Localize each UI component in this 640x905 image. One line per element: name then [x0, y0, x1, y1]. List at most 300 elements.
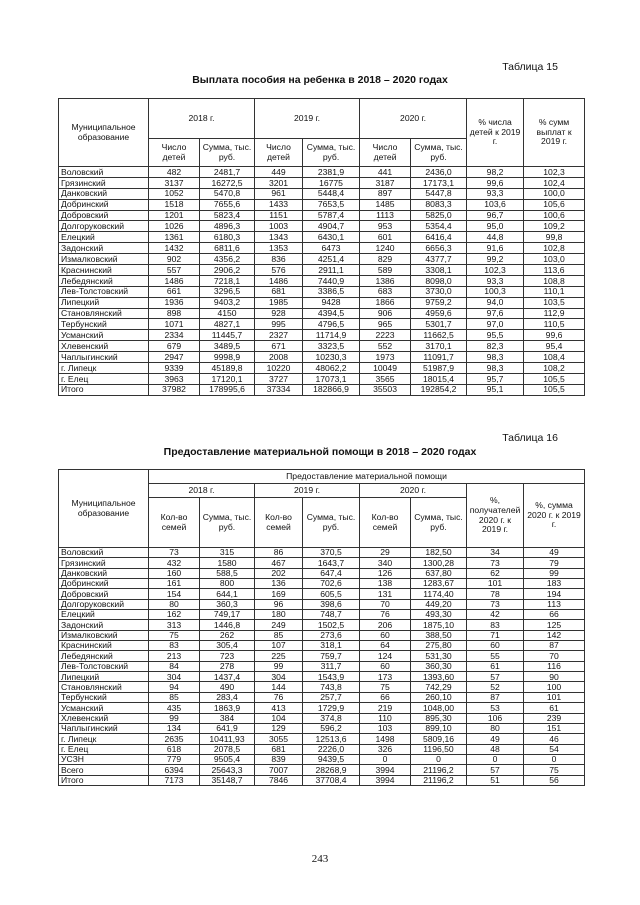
value-cell: 99,6 — [467, 177, 524, 188]
value-cell: 1113 — [360, 210, 411, 221]
value-cell: 839 — [255, 754, 303, 764]
value-cell: 3201 — [255, 177, 303, 188]
value-cell: 64 — [360, 641, 411, 651]
value-cell: 106 — [467, 713, 524, 723]
table-row — [59, 723, 585, 733]
value-cell: 182866,9 — [303, 384, 360, 395]
value-cell: 1003 — [255, 221, 303, 232]
municipality-cell: Итого — [59, 384, 149, 395]
value-cell: 275,80 — [411, 641, 467, 651]
value-cell: 160 — [149, 568, 200, 578]
value-cell: 7846 — [255, 775, 303, 785]
value-cell: 5447,8 — [411, 188, 467, 199]
pct-sum-header: %, сумма 2020 г. к 2019 г. — [524, 484, 585, 548]
value-cell: 90 — [524, 672, 585, 682]
value-cell: 4377,7 — [411, 254, 467, 265]
value-cell: 0 — [524, 754, 585, 764]
value-cell: 48 — [467, 744, 524, 754]
value-cell: 98,2 — [467, 167, 524, 178]
value-cell: 180 — [255, 610, 303, 620]
value-cell: 5823,4 — [200, 210, 255, 221]
value-cell: 7440,9 — [303, 275, 360, 286]
value-cell: 102,3 — [524, 167, 585, 178]
value-cell: 105,5 — [524, 373, 585, 384]
families-header: Кол-во семей — [149, 498, 200, 548]
value-cell: 17173,1 — [411, 177, 467, 188]
value-cell: 5301,7 — [411, 319, 467, 330]
municipality-cell: Грязинский — [59, 177, 149, 188]
table-row — [59, 319, 585, 330]
value-cell: 35148,7 — [200, 775, 255, 785]
value-cell: 1361 — [149, 232, 200, 243]
value-cell: 1353 — [255, 243, 303, 254]
value-cell: 531,30 — [411, 651, 467, 661]
value-cell: 101 — [467, 579, 524, 589]
value-cell: 384 — [200, 713, 255, 723]
municipality-cell: Итого — [59, 775, 149, 785]
value-cell: 679 — [149, 341, 200, 352]
value-cell: 94 — [149, 682, 200, 692]
value-cell: 388,50 — [411, 630, 467, 640]
value-cell: 7218,1 — [200, 275, 255, 286]
value-cell: 7653,5 — [303, 199, 360, 210]
value-cell: 605,5 — [303, 589, 360, 599]
table-row — [59, 232, 585, 243]
municipality-cell: Данковский — [59, 188, 149, 199]
value-cell: 7007 — [255, 765, 303, 775]
value-cell: 1863,9 — [200, 703, 255, 713]
value-cell: 596,2 — [303, 723, 360, 733]
value-cell: 1283,67 — [411, 579, 467, 589]
table-row — [59, 589, 585, 599]
value-cell: 370,5 — [303, 548, 360, 558]
value-cell: 219 — [360, 703, 411, 713]
value-cell: 4356,2 — [200, 254, 255, 265]
municipality-cell: Елецкий — [59, 232, 149, 243]
value-cell: 2334 — [149, 330, 200, 341]
table-row — [59, 265, 585, 276]
value-cell: 588,5 — [200, 568, 255, 578]
value-cell: 55 — [467, 651, 524, 661]
value-cell: 100 — [524, 682, 585, 692]
value-cell: 93,3 — [467, 188, 524, 199]
value-cell: 661 — [149, 286, 200, 297]
value-cell: 52 — [467, 682, 524, 692]
value-cell: 441 — [360, 167, 411, 178]
value-cell: 54 — [524, 744, 585, 754]
value-cell: 0 — [467, 754, 524, 764]
value-cell: 162 — [149, 610, 200, 620]
value-cell: 86 — [255, 548, 303, 558]
value-cell: 11445,7 — [200, 330, 255, 341]
value-cell: 5448,4 — [303, 188, 360, 199]
value-cell: 11091,7 — [411, 352, 467, 363]
year-2020-header: 2020 г. — [360, 99, 467, 139]
value-cell: 100,0 — [524, 188, 585, 199]
value-cell: 490 — [200, 682, 255, 692]
value-cell: 103,0 — [524, 254, 585, 265]
table-row — [59, 734, 585, 744]
value-cell: 99 — [255, 661, 303, 671]
value-cell: 961 — [255, 188, 303, 199]
value-cell: 84 — [149, 661, 200, 671]
value-cell: 1386 — [360, 275, 411, 286]
municipality-cell: Всего — [59, 765, 149, 775]
pct-children-header: % числа детей к 2019 г. — [467, 99, 524, 167]
value-cell: 2381,9 — [303, 167, 360, 178]
material-aid-group-header: Предоставление материальной помощи — [149, 470, 585, 484]
value-cell: 21196,2 — [411, 765, 467, 775]
value-cell: 2947 — [149, 352, 200, 363]
value-cell: 113,6 — [524, 265, 585, 276]
table-row — [59, 703, 585, 713]
table-row — [59, 243, 585, 254]
value-cell: 2906,2 — [200, 265, 255, 276]
value-cell: 99 — [524, 568, 585, 578]
municipality-cell: Липецкий — [59, 297, 149, 308]
municipality-cell: Лебедянский — [59, 275, 149, 286]
value-cell: 60 — [360, 661, 411, 671]
value-cell: 779 — [149, 754, 200, 764]
value-cell: 1485 — [360, 199, 411, 210]
value-cell: 723 — [200, 651, 255, 661]
value-cell: 5354,4 — [411, 221, 467, 232]
municipality-cell: Усманский — [59, 330, 149, 341]
value-cell: 94,0 — [467, 297, 524, 308]
municipality-cell: Воловский — [59, 548, 149, 558]
sum-header: Сумма, тыс. руб. — [303, 498, 360, 548]
value-cell: 262 — [200, 630, 255, 640]
table-row — [59, 373, 585, 384]
value-cell: 17120,1 — [200, 373, 255, 384]
municipality-cell: Усманский — [59, 703, 149, 713]
municipality-cell: Грязинский — [59, 558, 149, 568]
municipality-cell: Лебедянский — [59, 651, 149, 661]
table-row — [59, 177, 585, 188]
value-cell: 12513,6 — [303, 734, 360, 744]
value-cell: 183 — [524, 579, 585, 589]
table-15-label: Таблица 15 — [502, 61, 558, 73]
value-cell: 304 — [149, 672, 200, 682]
value-cell: 124 — [360, 651, 411, 661]
value-cell: 1151 — [255, 210, 303, 221]
value-cell: 702,6 — [303, 579, 360, 589]
table-row — [59, 341, 585, 352]
value-cell: 5809,16 — [411, 734, 467, 744]
table-row — [59, 384, 585, 395]
value-cell: 11714,9 — [303, 330, 360, 341]
page-number: 243 — [311, 853, 329, 865]
value-cell: 99,2 — [467, 254, 524, 265]
value-cell: 683 — [360, 286, 411, 297]
value-cell: 7173 — [149, 775, 200, 785]
value-cell: 125 — [524, 620, 585, 630]
value-cell: 96,7 — [467, 210, 524, 221]
value-cell: 467 — [255, 558, 303, 568]
value-cell: 902 — [149, 254, 200, 265]
table-row — [59, 682, 585, 692]
value-cell: 413 — [255, 703, 303, 713]
value-cell: 2226,0 — [303, 744, 360, 754]
pct-recipients-header: %, получателей 2020 г. к 2019 г. — [467, 484, 524, 548]
value-cell: 742,29 — [411, 682, 467, 692]
value-cell: 100,3 — [467, 286, 524, 297]
value-cell: 260,10 — [411, 692, 467, 702]
value-cell: 9439,5 — [303, 754, 360, 764]
value-cell: 34 — [467, 548, 524, 558]
value-cell: 9403,2 — [200, 297, 255, 308]
value-cell: 44,8 — [467, 232, 524, 243]
value-cell: 3323,5 — [303, 341, 360, 352]
children-header: Число детей — [149, 139, 200, 167]
municipality-cell: Тербунский — [59, 692, 149, 702]
value-cell: 273,6 — [303, 630, 360, 640]
value-cell: 136 — [255, 579, 303, 589]
value-cell: 144 — [255, 682, 303, 692]
value-cell: 112,9 — [524, 308, 585, 319]
table-row — [59, 672, 585, 682]
value-cell: 18015,4 — [411, 373, 467, 384]
children-header: Число детей — [255, 139, 303, 167]
value-cell: 4796,5 — [303, 319, 360, 330]
value-cell: 66 — [524, 610, 585, 620]
value-cell: 637,80 — [411, 568, 467, 578]
value-cell: 249 — [255, 620, 303, 630]
value-cell: 3565 — [360, 373, 411, 384]
value-cell: 239 — [524, 713, 585, 723]
value-cell: 75 — [149, 630, 200, 640]
table-row — [59, 308, 585, 319]
year-2019-header: 2019 г. — [255, 99, 360, 139]
value-cell: 3296,5 — [200, 286, 255, 297]
table-row — [59, 297, 585, 308]
value-cell: 895,30 — [411, 713, 467, 723]
value-cell: 151 — [524, 723, 585, 733]
value-cell: 2223 — [360, 330, 411, 341]
table-15-title: Выплата пособия на ребенка в 2018 – 2020 годах — [192, 74, 448, 86]
value-cell: 311,7 — [303, 661, 360, 671]
value-cell: 800 — [200, 579, 255, 589]
value-cell: 1174,40 — [411, 589, 467, 599]
value-cell: 3308,1 — [411, 265, 467, 276]
value-cell: 83 — [149, 641, 200, 651]
value-cell: 3489,5 — [200, 341, 255, 352]
value-cell: 61 — [524, 703, 585, 713]
value-cell: 449 — [255, 167, 303, 178]
municipality-cell: г. Елец — [59, 373, 149, 384]
value-cell: 3187 — [360, 177, 411, 188]
value-cell: 906 — [360, 308, 411, 319]
value-cell: 154 — [149, 589, 200, 599]
value-cell: 9505,4 — [200, 754, 255, 764]
municipality-cell: Добровский — [59, 210, 149, 221]
municipality-cell: Воловский — [59, 167, 149, 178]
value-cell: 898 — [149, 308, 200, 319]
value-cell: 3963 — [149, 373, 200, 384]
value-cell: 110,5 — [524, 319, 585, 330]
value-cell: 6811,6 — [200, 243, 255, 254]
year-2019-header: 2019 г. — [255, 484, 360, 498]
value-cell: 129 — [255, 723, 303, 733]
value-cell: 87 — [524, 641, 585, 651]
value-cell: 3137 — [149, 177, 200, 188]
value-cell: 3055 — [255, 734, 303, 744]
value-cell: 60 — [467, 641, 524, 651]
value-cell: 3730,0 — [411, 286, 467, 297]
municipality-cell: Хлевенский — [59, 341, 149, 352]
value-cell: 1052 — [149, 188, 200, 199]
value-cell: 278 — [200, 661, 255, 671]
value-cell: 257,7 — [303, 692, 360, 702]
table-row — [59, 744, 585, 754]
value-cell: 173 — [360, 672, 411, 682]
value-cell: 80 — [467, 723, 524, 733]
value-cell: 4150 — [200, 308, 255, 319]
value-cell: 126 — [360, 568, 411, 578]
value-cell: 82,3 — [467, 341, 524, 352]
value-cell: 360,30 — [411, 661, 467, 671]
municipality-header: Муниципальное образование — [59, 470, 149, 548]
value-cell: 85 — [255, 630, 303, 640]
table-body — [59, 167, 585, 396]
value-cell: 2481,7 — [200, 167, 255, 178]
value-cell: 142 — [524, 630, 585, 640]
value-cell: 1985 — [255, 297, 303, 308]
table-row — [59, 286, 585, 297]
value-cell: 647,4 — [303, 568, 360, 578]
value-cell: 748,7 — [303, 610, 360, 620]
municipality-cell: Становлянский — [59, 308, 149, 319]
value-cell: 99 — [149, 713, 200, 723]
value-cell: 1026 — [149, 221, 200, 232]
year-2018-header: 2018 г. — [149, 484, 255, 498]
value-cell: 138 — [360, 579, 411, 589]
value-cell: 374,8 — [303, 713, 360, 723]
value-cell: 3994 — [360, 765, 411, 775]
value-cell: 681 — [255, 286, 303, 297]
value-cell: 836 — [255, 254, 303, 265]
value-cell: 192854,2 — [411, 384, 467, 395]
value-cell: 1240 — [360, 243, 411, 254]
value-cell: 1543,9 — [303, 672, 360, 682]
value-cell: 557 — [149, 265, 200, 276]
value-cell: 1729,9 — [303, 703, 360, 713]
value-cell: 102,3 — [467, 265, 524, 276]
municipality-cell: Липецкий — [59, 672, 149, 682]
value-cell: 57 — [467, 672, 524, 682]
value-cell: 644,1 — [200, 589, 255, 599]
value-cell: 17073,1 — [303, 373, 360, 384]
value-cell: 85 — [149, 692, 200, 702]
municipality-cell: Лев-Толстовский — [59, 286, 149, 297]
value-cell: 1486 — [255, 275, 303, 286]
value-cell: 96 — [255, 599, 303, 609]
value-cell: 169 — [255, 589, 303, 599]
value-cell: 101 — [524, 692, 585, 702]
value-cell: 552 — [360, 341, 411, 352]
value-cell: 671 — [255, 341, 303, 352]
year-2018-header: 2018 г. — [149, 99, 255, 139]
value-cell: 100,6 — [524, 210, 585, 221]
value-cell: 49 — [524, 548, 585, 558]
value-cell: 4394,5 — [303, 308, 360, 319]
municipality-cell: Краснинский — [59, 265, 149, 276]
value-cell: 95,7 — [467, 373, 524, 384]
value-cell: 1518 — [149, 199, 200, 210]
child-benefit-table — [58, 98, 585, 396]
value-cell: 2436,0 — [411, 167, 467, 178]
value-cell: 213 — [149, 651, 200, 661]
municipality-cell: Добринский — [59, 579, 149, 589]
value-cell: 3386,5 — [303, 286, 360, 297]
sum-header: Сумма, тыс. руб. — [200, 139, 255, 167]
value-cell: 315 — [200, 548, 255, 558]
value-cell: 95,1 — [467, 384, 524, 395]
value-cell: 62 — [467, 568, 524, 578]
value-cell: 105,5 — [524, 384, 585, 395]
table-row — [59, 661, 585, 671]
municipality-cell: Становлянский — [59, 682, 149, 692]
value-cell: 107 — [255, 641, 303, 651]
value-cell: 75 — [524, 765, 585, 775]
value-cell: 110,1 — [524, 286, 585, 297]
value-cell: 16775 — [303, 177, 360, 188]
value-cell: 37982 — [149, 384, 200, 395]
value-cell: 103 — [360, 723, 411, 733]
value-cell: 73 — [467, 558, 524, 568]
municipality-cell: Чаплыгинский — [59, 352, 149, 363]
value-cell: 73 — [149, 548, 200, 558]
value-cell: 432 — [149, 558, 200, 568]
sum-header: Сумма, тыс. руб. — [411, 498, 467, 548]
value-cell: 5470,8 — [200, 188, 255, 199]
value-cell: 1502,5 — [303, 620, 360, 630]
sum-header: Сумма, тыс. руб. — [200, 498, 255, 548]
value-cell: 10049 — [360, 363, 411, 374]
value-cell: 897 — [360, 188, 411, 199]
value-cell: 91,6 — [467, 243, 524, 254]
value-cell: 340 — [360, 558, 411, 568]
value-cell: 9339 — [149, 363, 200, 374]
value-cell: 4827,1 — [200, 319, 255, 330]
table-row — [59, 210, 585, 221]
value-cell: 48062,2 — [303, 363, 360, 374]
pct-sum-header: % сумм выплат к 2019 г. — [524, 99, 585, 167]
value-cell: 360,3 — [200, 599, 255, 609]
table-row — [59, 579, 585, 589]
municipality-cell: Данковский — [59, 568, 149, 578]
table-row — [59, 548, 585, 558]
value-cell: 102,8 — [524, 243, 585, 254]
value-cell: 928 — [255, 308, 303, 319]
value-cell: 601 — [360, 232, 411, 243]
value-cell: 1875,10 — [411, 620, 467, 630]
value-cell: 759,7 — [303, 651, 360, 661]
table-16-label: Таблица 16 — [502, 432, 558, 444]
value-cell: 11662,5 — [411, 330, 467, 341]
value-cell: 56 — [524, 775, 585, 785]
value-cell: 326 — [360, 744, 411, 754]
value-cell: 4896,3 — [200, 221, 255, 232]
value-cell: 178995,6 — [200, 384, 255, 395]
value-cell: 2911,1 — [303, 265, 360, 276]
value-cell: 87 — [467, 692, 524, 702]
value-cell: 1071 — [149, 319, 200, 330]
value-cell: 1343 — [255, 232, 303, 243]
value-cell: 108,2 — [524, 363, 585, 374]
municipality-cell: Добровский — [59, 589, 149, 599]
value-cell: 79 — [524, 558, 585, 568]
